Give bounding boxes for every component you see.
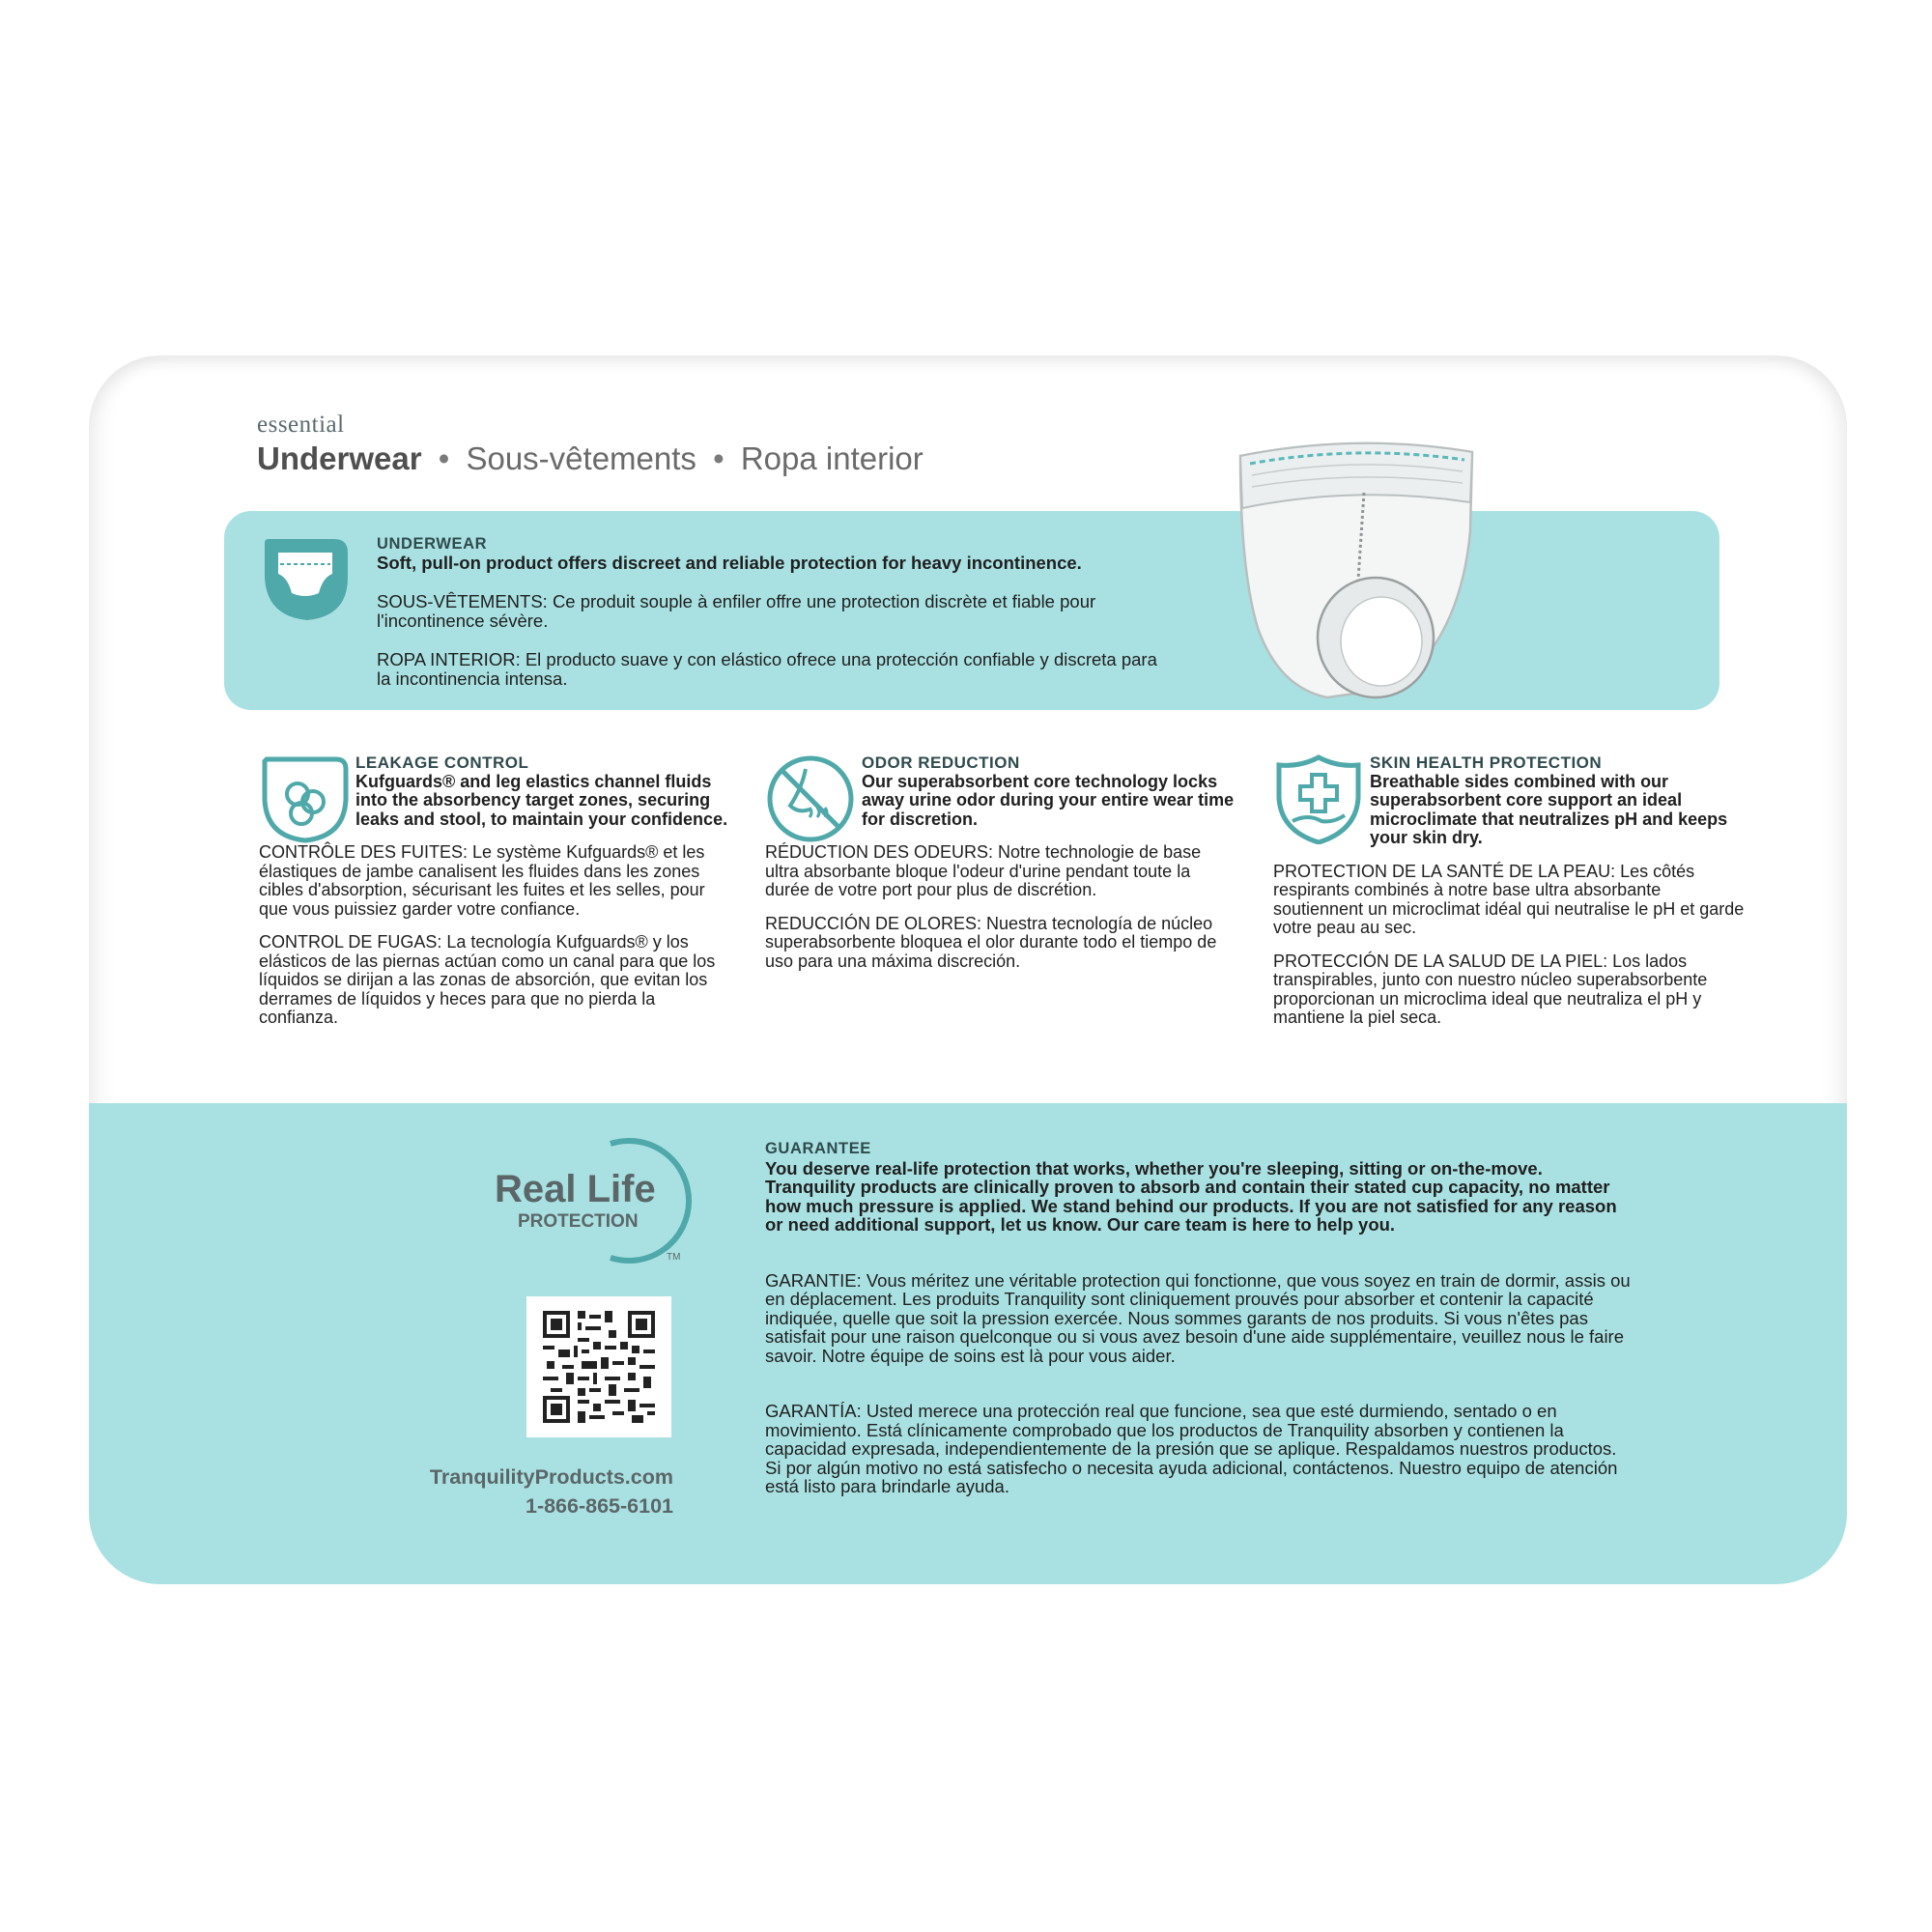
package-back-panel [89, 355, 1847, 1584]
feature-lead: Our superabsorbent core technology locks away urine odor during your entire wear time for discretion. [862, 771, 1235, 829]
guarantee-fr: GARANTIE: Vous méritez une véritable protection qui fonctionne, que vous soyez en train de dormir, assis ou en déplacement. Les produits Tranquility sont cliniquement prouvés pour absorber et contenir la capacité indiquée, quelle que soit la pression exercée. Nous sommes garants de nos produits. Si vous n'êtes pas satisfait pour une raison quelconque ou si vous avez besoin d'une aide supplémentaire, veuillez nous le faire savoir. Notre équipe de soins est là pour vous aider. [765, 1269, 1631, 1366]
intro-lead: Soft, pull-on product offers discreet and reliable protection for heavy incontinence. [377, 553, 1082, 573]
phone-number[interactable]: 1-866-865-6101 [525, 1494, 673, 1518]
logo-tm: TM [667, 1252, 681, 1263]
brand-line: essential [257, 412, 345, 438]
feature-lead: Breathable sides combined with our superabsorbent core support an ideal microclimate that neutralizes pH and keeps your skin dry. [1370, 771, 1728, 847]
feature-fr: RÉDUCTION DES ODEURS: Notre technologie de base ultra absorbante bloque l'odeur d'urine pendant toute la durée de votre port pour plus de discrétion. [765, 842, 1202, 899]
no-odor-icon [765, 753, 856, 844]
website-link[interactable]: TranquilityProducts.com [429, 1465, 673, 1489]
feature-odor-reduction [765, 753, 1238, 971]
guarantee-band [89, 1103, 1847, 1584]
title-separator: • [438, 440, 450, 476]
feature-es: PROTECCIÓN DE LA SALUD DE LA PIEL: Los lados transpirables, junto con nuestro núcleo superabsorbente proporcionan un microclima ideal que neutraliza el pH y mantiene la piel seca. [1273, 951, 1708, 1027]
guarantee-es: GARANTÍA: Usted merece una protección real que funcione, sea que esté durmiendo, sentado o en movimiento. Está clínicamente comprobado que los productos de Tranquility absorben y contienen la capacidad expresada, independientemente de la presión que se aplique. Respaldamos nuestros productos. Si por algún motivo no está satisfecho o necesita ayuda adicional, contáctenos. Nuestro equipo de atención está listo para brindarle ayuda. [765, 1401, 1618, 1496]
feature-leakage-control [259, 753, 732, 1028]
product-title [257, 440, 923, 477]
feature-kicker: SKIN HEALTH PROTECTION [1370, 753, 1603, 772]
intro-es: ROPA INTERIOR: El producto suave y con elástico ofrece una protección confiable y discreta para la incontinencia intensa. [377, 649, 1157, 689]
title-es: Ropa interior [740, 440, 923, 476]
title-separator: • [713, 440, 724, 476]
feature-skin-health [1273, 753, 1747, 1028]
feature-kicker: LEAKAGE CONTROL [355, 753, 529, 772]
underwear-badge-icon [259, 535, 352, 624]
logo-line2: PROTECTION [518, 1211, 639, 1232]
drops-shield-icon [259, 753, 350, 844]
guarantee-text [765, 1140, 1634, 1496]
title-fr: Sous-vêtements [466, 440, 696, 476]
feature-fr: PROTECTION DE LA SANTÉ DE LA PEAU: Les côtés respirants combinés à notre base ultra absorbante soutiennent un microclimat idéal qui neutralise le pH et garde votre peau au sec. [1273, 861, 1745, 937]
feature-es: CONTROL DE FUGAS: La tecnología Kufguards® y los elásticos de las piernas actúan como un canal para que los líquidos se dirijan a las zonas de absorción, que evitan los derrames de líquidos y heces para que no pierda la confianza. [259, 932, 716, 1027]
guarantee-kicker: GUARANTEE [765, 1140, 871, 1157]
logo-line1: Real Life [495, 1168, 656, 1210]
contact-info [379, 1463, 673, 1520]
feature-fr: CONTRÔLE DES FUITES: Le système Kufguards® et les élastiques de jambe canalisent les fluides dans les zones cibles d'absorption, sécurisant les fuites et les selles, pour que vous puissiez garder votre confiance. [259, 842, 705, 919]
intro-fr: SOUS-VÊTEMENTS: Ce produit souple à enfiler offre une protection discrète et fiable pour l'incontinence sévère. [377, 591, 1096, 631]
qr-code[interactable] [526, 1296, 671, 1437]
guarantee-lead: You deserve real-life protection that works, whether you're sleeping, sitting or on-the-move. Tranquility products are clinically proven to absorb and contain their stated cup capacity, no matter how much pressure is applied. We stand behind our products. If you are not satisfied for any reason or need additional support, let us know. Our care team is here to help you. [765, 1157, 1617, 1235]
feature-kicker: ODOR REDUCTION [862, 753, 1020, 772]
feature-lead: Kufguards® and leg elastics channel fluids into the absorbency target zones, securing leaks and stool, to maintain your confidence. [355, 771, 728, 829]
title-en: Underwear [257, 440, 422, 476]
intro-text [377, 534, 1169, 689]
feature-es: REDUCCIÓN DE OLORES: Nuestra tecnología de núcleo superabsorbente bloquea el olor durante todo el tiempo de uso para una máxima discreción. [765, 913, 1217, 971]
underwear-illustration [1211, 435, 1501, 724]
qr-code-icon [542, 1311, 656, 1423]
skin-shield-icon [1273, 753, 1364, 844]
real-life-protection-logo [495, 1138, 726, 1264]
intro-kicker: UNDERWEAR [377, 535, 488, 553]
